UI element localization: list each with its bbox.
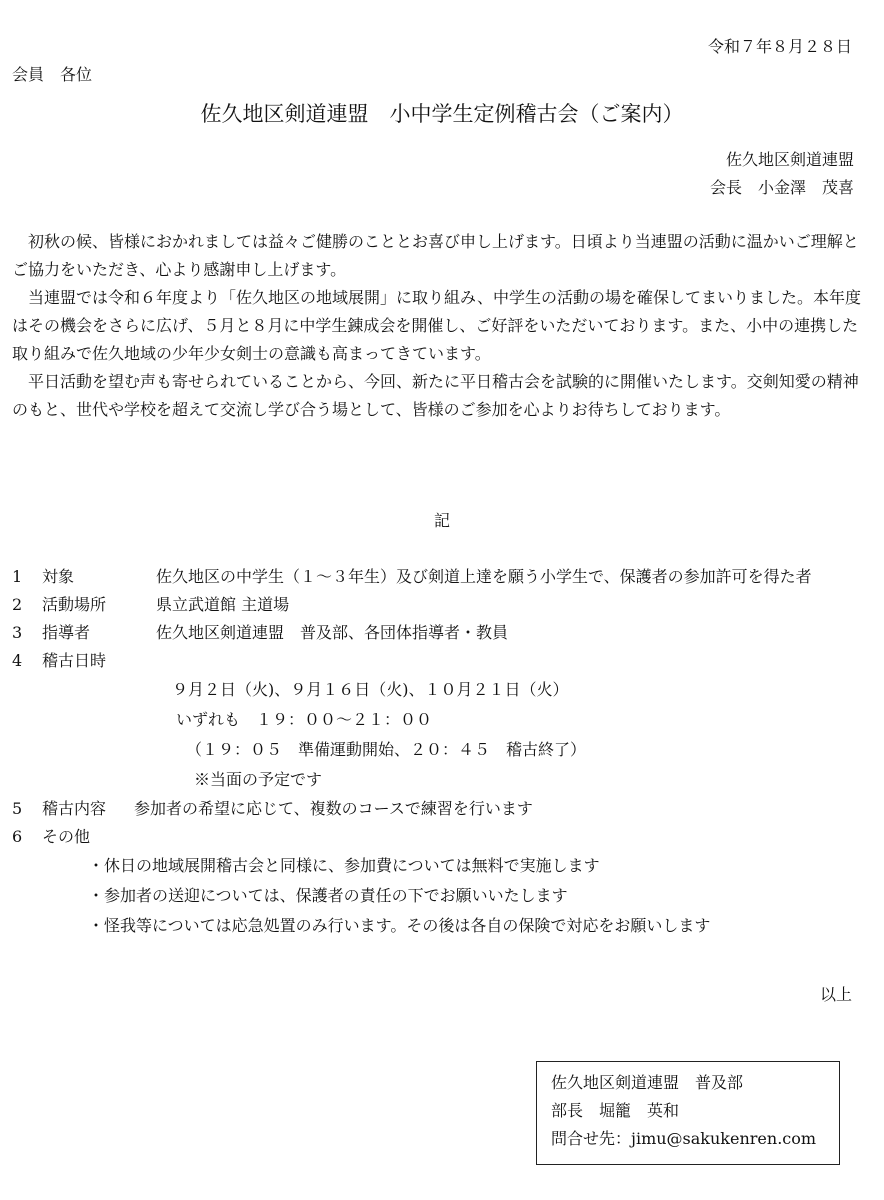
closing-text: 以上 bbox=[819, 985, 852, 1004]
item-number: 1 bbox=[12, 567, 23, 586]
item-label: 対象 bbox=[42, 567, 75, 586]
others-item: ・参加者の送迎については、保護者の責任の下でお願いいたします bbox=[88, 886, 568, 905]
contact-box bbox=[536, 1061, 840, 1165]
item-label: その他 bbox=[42, 827, 91, 846]
item-desc: 参加者の希望に応じて、複数のコースで練習を行います bbox=[134, 799, 533, 818]
schedule-time: いずれも １９：００〜２１：００ bbox=[176, 710, 433, 729]
schedule-note: ※当面の予定です bbox=[194, 770, 323, 789]
item-label: 稽古内容 bbox=[42, 799, 107, 818]
sender-org: 佐久地区剣道連盟 bbox=[725, 150, 854, 169]
others-list bbox=[12, 851, 872, 941]
list-item bbox=[12, 647, 872, 675]
sender-block bbox=[710, 146, 854, 202]
list-item bbox=[12, 619, 872, 647]
item-desc: 県立武道館 主道場 bbox=[156, 595, 290, 614]
others-item: ・怪我等については応急処置のみ行います。その後は各自の保険で対応をお願いします bbox=[88, 916, 711, 935]
contact-org: 佐久地区剣道連盟 普及部 bbox=[551, 1073, 744, 1092]
item-label: 稽古日時 bbox=[42, 651, 107, 670]
contact-email: 問合せ先：jimu@sakukenren.com bbox=[551, 1129, 817, 1148]
others-item: ・休日の地域展開稽古会と同様に、参加費については無料で実施します bbox=[88, 856, 600, 875]
schedule-detail: （１９：０５ 準備運動開始、２０：４５ 稽古終了） bbox=[186, 740, 587, 759]
body-text bbox=[12, 228, 872, 424]
list-item bbox=[12, 823, 872, 851]
item-label: 活動場所 bbox=[42, 595, 107, 614]
recipient: 会員 各位 bbox=[12, 65, 93, 84]
contact-person: 部長 堀籠 英和 bbox=[551, 1101, 680, 1120]
list-item bbox=[12, 591, 872, 619]
item-desc: 佐久地区の中学生（１〜３年生）及び剣道上達を願う小学生で、保護者の参加許可を得た者 bbox=[156, 567, 812, 586]
document-date: 令和７年８月２８日 bbox=[707, 37, 852, 56]
item-number: 3 bbox=[12, 623, 23, 642]
paragraph: 平日活動を望む声も寄せられていることから、今回、新たに平日稽古会を試験的に開催いたします。交剣知愛の精神のもと、世代や学校を超えて交流し学び合う場として、皆様のご参加を心よりお待ちしております。 bbox=[12, 372, 859, 419]
item-list bbox=[12, 563, 872, 941]
list-item bbox=[12, 563, 872, 591]
paragraph: 初秋の候、皆様におかれましては益々ご健勝のこととお喜び申し上げます。日頃より当連盟の活動に温かいご理解とご協力をいただき、心より感謝申し上げます。 bbox=[12, 232, 859, 279]
item-number: 2 bbox=[12, 595, 23, 614]
schedule-dates: ９月２日（火)、９月１６日（火)、１０月２１日（火） bbox=[172, 680, 569, 699]
item-number: 6 bbox=[12, 827, 23, 846]
ki-heading: 記 bbox=[433, 511, 450, 530]
paragraph: 当連盟では令和６年度より「佐久地区の地域展開」に取り組み、中学生の活動の場を確保してまいりました。本年度はその機会をさらに広げ、５月と８月に中学生錬成会を開催し、ご好評をいただいております。また、小中の連携した取り組みで佐久地域の少年少女剣士の意識も高まってきています。 bbox=[12, 288, 861, 363]
document-title: 佐久地区剣道連盟 小中学生定例稽古会（ご案内） bbox=[200, 102, 684, 126]
schedule-block bbox=[12, 675, 872, 795]
list-item bbox=[12, 795, 872, 823]
item-number: 4 bbox=[12, 651, 23, 670]
item-number: 5 bbox=[12, 799, 23, 818]
item-desc: 佐久地区剣道連盟 普及部、各団体指導者・教員 bbox=[156, 623, 509, 642]
sender-name: 会長 小金澤 茂喜 bbox=[709, 178, 854, 197]
item-label: 指導者 bbox=[42, 623, 91, 642]
